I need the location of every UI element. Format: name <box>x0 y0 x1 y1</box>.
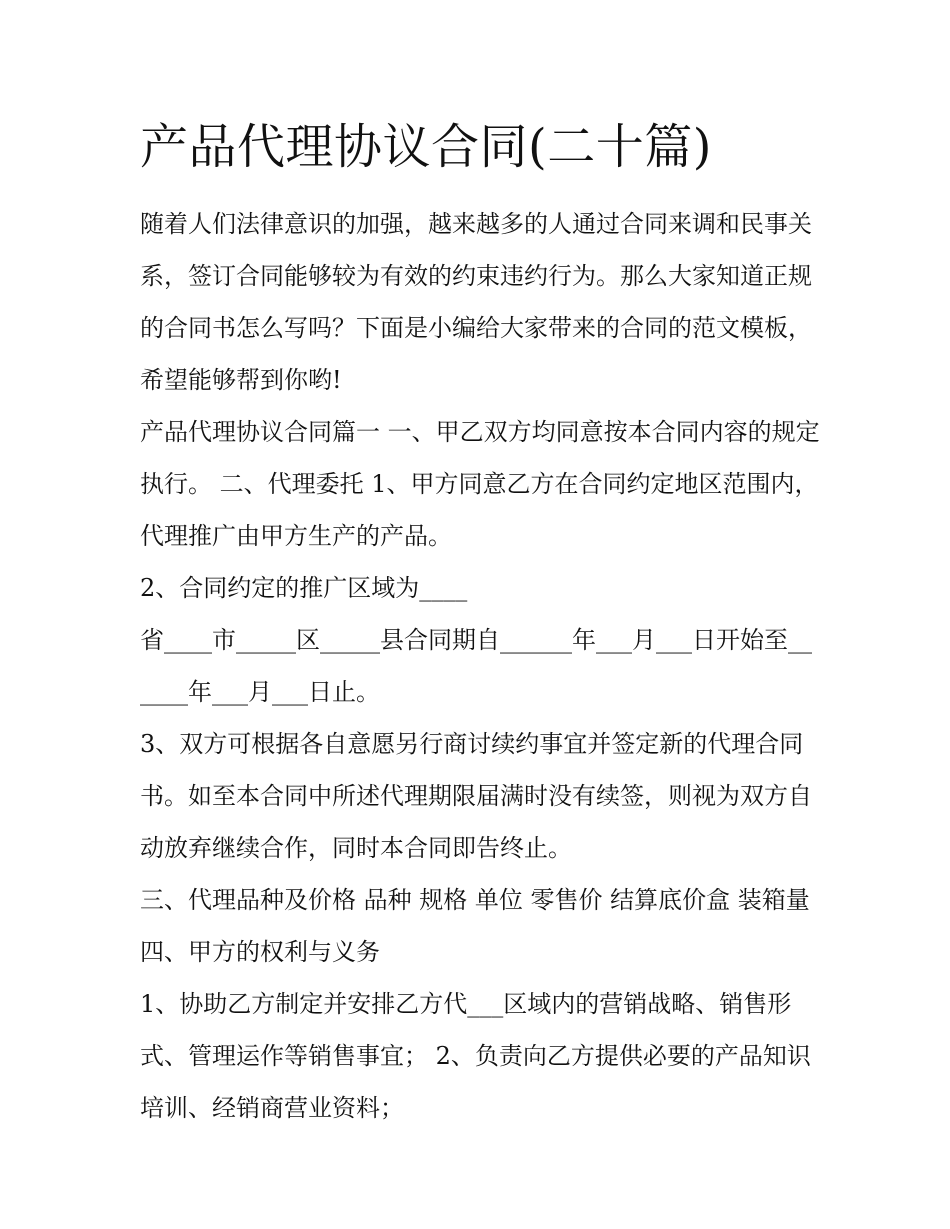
document-title: 产品代理协议合同(二十篇) <box>140 119 712 175</box>
document-body <box>140 198 820 1134</box>
paragraph-products: 三、代理品种及价格 品种 规格 单位 零售价 结算底价盒 装箱量 四、甲方的权利与义务 <box>140 886 810 966</box>
paragraph-region: 2、合同约定的推广区域为____ <box>140 574 468 602</box>
paragraph-term: 省____市_____区_____县合同期自______年___月___日开始至______年___月___日止。 <box>140 626 812 706</box>
paragraph-renewal: 3、双方可根据各自意愿另行商讨续约事宜并签定新的代理合同书。如至本合同中所述代理期限届满时没有续签，则视为双方自动放弃继续合作，同时本合同即告终止。 <box>140 730 812 862</box>
paragraph-party-a-duties: 1、协助乙方制定并安排乙方代___区域内的营销战略、销售形式、管理运作等销售事宜； 2、负责向乙方提供必要的产品知识培训、经销商营业资料； <box>140 990 811 1122</box>
paragraph-intro: 随着人们法律意识的加强，越来越多的人通过合同来调和民事关系，签订合同能够较为有效的约束违约行为。那么大家知道正规的合同书怎么写吗？下面是小编给大家带来的合同的范文模板，希望能够帮到你哟! <box>140 210 812 394</box>
paragraph-section-one: 产品代理协议合同篇一 一、甲乙双方均同意按本合同内容的规定执行。 二、代理委托 1、甲方同意乙方在合同约定地区范围内，代理推广由甲方生产的产品。 <box>140 418 820 550</box>
